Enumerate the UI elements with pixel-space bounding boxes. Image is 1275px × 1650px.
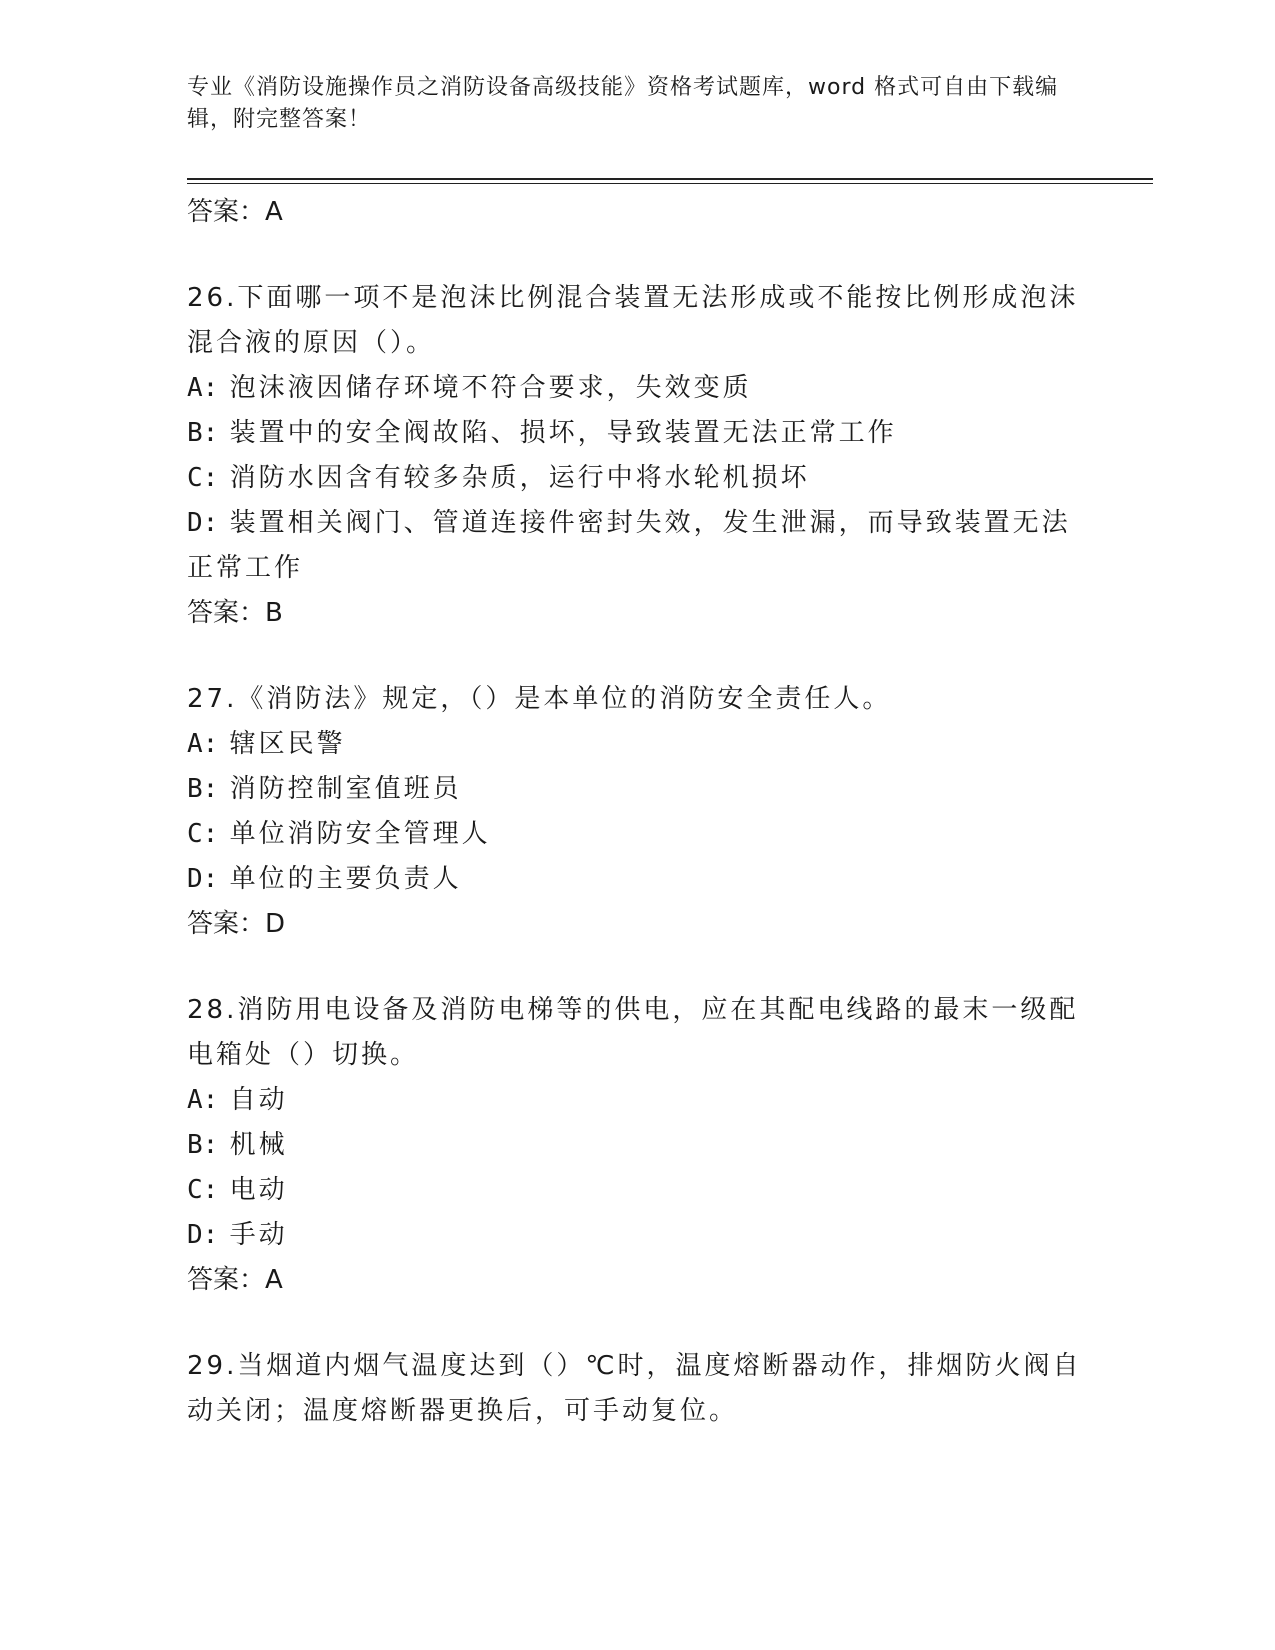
option-a: [187, 722, 1087, 767]
option-text: 消防水因含有较多杂质，运行中将水轮机损坏: [229, 463, 810, 493]
answer-line: [187, 902, 1087, 946]
question-28: [187, 988, 1087, 1302]
answer-label: 答案：: [187, 1265, 266, 1295]
option-letter: C:: [187, 1175, 219, 1205]
answer-line: [187, 591, 1087, 635]
option-text: 手动: [229, 1220, 288, 1250]
option-b: [187, 767, 1087, 812]
option-c: [187, 812, 1087, 857]
answer-line: [187, 1258, 1087, 1302]
option-text: 单位的主要负责人: [229, 864, 462, 894]
option-text: 消防控制室值班员: [229, 774, 462, 804]
option-letter: A:: [187, 729, 219, 759]
option-d: [187, 501, 1087, 591]
option-text: 单位消防安全管理人: [229, 819, 491, 849]
option-b: [187, 1123, 1087, 1168]
option-letter: D:: [187, 864, 219, 894]
answer-value: A: [265, 1265, 283, 1295]
question-27: [187, 677, 1087, 946]
answer-label: 答案：: [187, 909, 266, 939]
option-d: [187, 857, 1087, 902]
answer-label: 答案：: [187, 197, 266, 227]
question-29: [187, 1344, 1087, 1434]
option-c: [187, 1168, 1087, 1213]
option-letter: B:: [187, 1130, 219, 1160]
option-text: 辖区民警: [229, 729, 346, 759]
answer-line: [187, 190, 1087, 234]
option-b: [187, 411, 1087, 456]
option-letter: D:: [187, 1220, 219, 1250]
answer-value: A: [265, 197, 283, 227]
option-letter: C:: [187, 819, 219, 849]
header-divider-thin: [187, 183, 1153, 184]
document-body: [187, 190, 1087, 1434]
option-letter: A:: [187, 373, 219, 403]
question-text: 27.《消防法》规定，（）是本单位的消防安全责任人。: [187, 684, 892, 714]
header-divider-thick: [187, 178, 1153, 180]
answer-value: D: [265, 909, 286, 939]
option-text: 电动: [229, 1175, 288, 1205]
document-header: 专业《消防设施操作员之消防设备高级技能》资格考试题库，word 格式可自由下载编辑，附完整答案！: [187, 75, 1059, 132]
option-text: 机械: [229, 1130, 288, 1160]
question-text: 26.下面哪一项不是泡沫比例混合装置无法形成或不能按比例形成泡沫混合液的原因（）。: [187, 283, 1079, 358]
option-a: [187, 1078, 1087, 1123]
option-letter: D:: [187, 508, 219, 538]
option-c: [187, 456, 1087, 501]
answer-value: B: [265, 598, 283, 628]
option-text: 自动: [229, 1085, 288, 1115]
option-letter: C:: [187, 463, 219, 493]
option-text: 装置中的安全阀故陷、损坏，导致装置无法正常工作: [229, 418, 897, 448]
option-a: [187, 366, 1087, 411]
question-text: 29.当烟道内烟气温度达到（）℃时，温度熔断器动作，排烟防火阀自动关闭；温度熔断器更换后，可手动复位。: [187, 1351, 1082, 1426]
answer-label: 答案：: [187, 598, 266, 628]
option-text: 泡沫液因储存环境不符合要求，失效变质: [229, 373, 752, 403]
option-d: [187, 1213, 1087, 1258]
option-letter: B:: [187, 418, 219, 448]
option-letter: A:: [187, 1085, 219, 1115]
option-text: 装置相关阀门、管道连接件密封失效，发生泄漏，而导致装置无法正常工作: [187, 508, 1071, 583]
option-letter: B:: [187, 774, 219, 804]
question-text: 28.消防用电设备及消防电梯等的供电，应在其配电线路的最末一级配电箱处（）切换。: [187, 995, 1079, 1070]
question-26: [187, 276, 1087, 635]
